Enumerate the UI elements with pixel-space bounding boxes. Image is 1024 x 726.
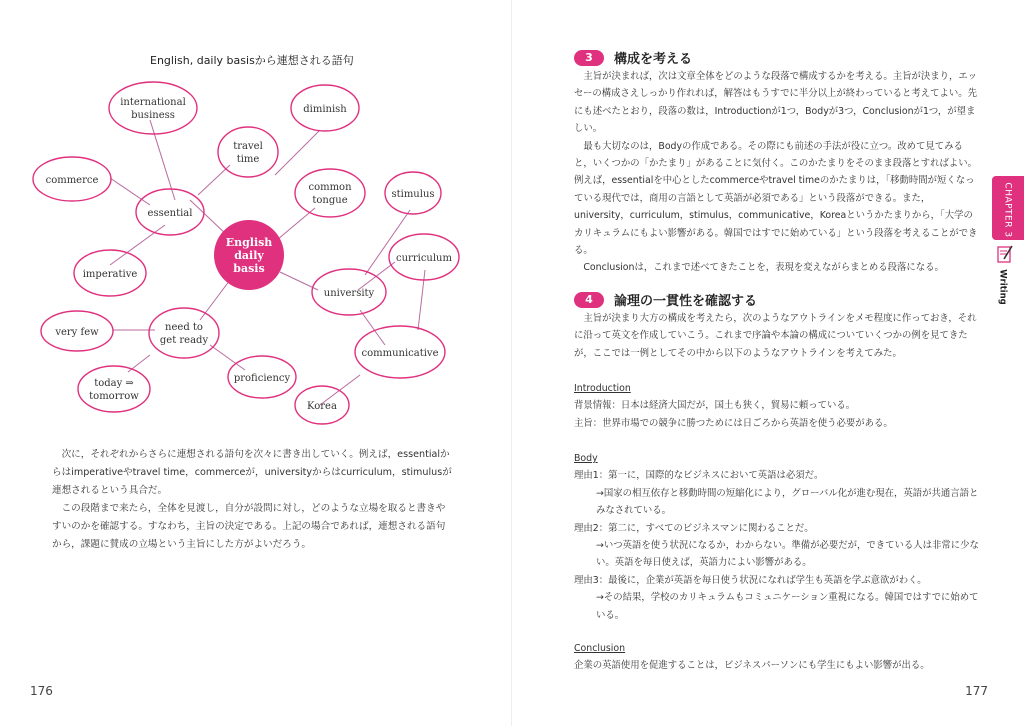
outline-body-line-5: 理由3：最後に，企業が英語を毎日使う状況になれば学生も英語を学ぶ意欲がわく。 <box>574 574 927 586</box>
node-get-ready: get ready <box>159 335 209 346</box>
mindmap-title: English, daily basisから連想される語句 <box>150 54 354 67</box>
section-3-badge: 3 <box>574 50 604 66</box>
chapter-label-text: CHAPTER 3 <box>1003 182 1014 238</box>
node-time: time <box>236 154 260 165</box>
outline-body-line-2: →国家の相互依存と移動時間の短縮化により，グローバル化が進む現在，英語が共通言語とみなされている。 <box>596 487 979 517</box>
page-number-left: 176 <box>30 684 53 698</box>
node-international: international <box>120 97 186 108</box>
node-communicative: communicative <box>361 348 439 359</box>
right-page <box>512 0 1024 726</box>
left-body-text <box>52 446 452 554</box>
left-paragraph-2: この段階まで来たら，全体を見渡し，自分が設問に対し，どのような立場を取ると書きやすいのかを確認する。すなわち，主旨の決定である。上記の場合であれば，連想される語句から，課題に賛成の立場という主旨にした方がよいだろう。 <box>52 503 446 550</box>
section-3-heading <box>574 48 692 67</box>
pencil-note-icon <box>996 244 1014 264</box>
mindmap-center-line1: English <box>225 236 273 249</box>
outline-conclusion-heading: Conclusion <box>574 643 626 654</box>
writing-label-text: Writing <box>997 269 1008 305</box>
node-very-few: very few <box>55 327 99 338</box>
section-3-paragraph-3: Conclusionは，これまで述べてきたことを，表現を変えながらまとめる段落になる。 <box>583 262 944 274</box>
node-travel: travel <box>233 141 263 152</box>
node-tomorrow: tomorrow <box>89 391 139 402</box>
node-business: business <box>131 110 175 121</box>
node-essential: essential <box>147 208 193 219</box>
outline-introduction-heading: Introduction <box>574 383 631 394</box>
node-commerce: commerce <box>45 175 99 186</box>
outline-body-heading: Body <box>574 453 598 464</box>
node-common: common <box>308 182 352 193</box>
mindmap <box>0 60 480 430</box>
node-diminish: diminish <box>303 104 347 115</box>
node-need-to: need to <box>165 322 203 333</box>
outline-body <box>574 450 984 624</box>
outline-body-line-1: 理由1：第一に，国際的なビジネスにおいて英語は必須だ。 <box>574 470 824 482</box>
section-4-paragraph-1: 主旨が決まり大方の構成を考えたら，次のようなアウトラインをメモ程度に作っておき，それに沿って英文を作成していこう。これまで序論や本論の構成についていくつかの例を見てきたが，ここでは一例としてその中から以下のようなアウトラインを考えてみた。 <box>574 313 977 359</box>
outline-introduction <box>574 380 984 432</box>
section-4-body <box>574 310 979 362</box>
section-3-paragraph-2: 最も大切なのは，Bodyの作成である。その際にも前述の手法が役に立つ。改めて見てみると，いくつかの「かたまり」があることに気付く。このかたまりをそのまま段落とすればよい。例えば，essentialを中心としたcommerceやtravel timeのかたまりは，「移動時間が短くなっている現代では，商用の言語として英語が必須である」という段落ができる。また，university，curriculum，stimulus，communicative，Koreaというかたまりから，「大学のカリキュラムにもよい影響がある。韓国ではすでに始めている」という段落を考えることができる。 <box>574 140 978 257</box>
mindmap-center-line3: basis <box>233 262 265 275</box>
page-number-right: 177 <box>965 684 988 698</box>
node-tongue: tongue <box>312 195 348 206</box>
writing-label <box>978 262 1024 312</box>
outline-body-line-6: →その結果，学校のカリキュラムもコミュニケーション重視になる。韓国ではすでに始めている。 <box>596 592 979 621</box>
outline-intro-line-1: 背景情報：日本は経済大国だが，国土も狭く，貿易に頼っている。 <box>574 400 856 412</box>
section-4-heading <box>574 290 757 309</box>
node-stimulus: stimulus <box>391 189 435 200</box>
outline-body-line-3: 理由2：第二に，すべてのビジネスマンに関わることだ。 <box>574 522 814 534</box>
section-3-title: 構成を考える <box>614 52 693 67</box>
node-korea: Korea <box>307 401 337 412</box>
node-imperative: imperative <box>82 269 138 280</box>
left-paragraph-1: 次に，それぞれからさらに連想される語句を次々に書き出していく。例えば，essentialからはimperativeやtravel time，commerceが，universityからはcurriculum，stimulusが連想されるという具合だ。 <box>52 449 452 496</box>
section-3-body <box>574 68 979 277</box>
section-4-badge: 4 <box>574 292 604 308</box>
outline-conclusion-line-1: 企業の英語使用を促進することは，ビジネスパーソンにも学生にもよい影響が出る。 <box>574 660 930 672</box>
node-proficiency: proficiency <box>233 373 291 384</box>
outline-conclusion <box>574 640 984 675</box>
node-today: today ⇒ <box>94 378 134 389</box>
chapter-label <box>990 180 1024 240</box>
outline-body-line-4: →いつ英語を使う状況になるか，わからない。準備が必要だが，できている人は非常に少ない。英語を毎日使えば，英語力によい影響がある。 <box>596 540 979 569</box>
section-3-paragraph-1: 主旨が決まれば，次は文章全体をどのような段落で構成するかを考える。主旨が決まり，エッセーの構成さえしっかり作れれば，解答はもうすでに半分以上が終わっていると考えてよい。先にも述べたとおり，段落の数は，Introductionが1つ，Bodyが3つ，Conclusionが1つ，が望ましい。 <box>574 71 977 135</box>
node-curriculum: curriculum <box>396 253 452 264</box>
outline-intro-line-2: 主旨：世界市場での競争に勝つためには日ごろから英語を使う必要がある。 <box>574 417 893 429</box>
node-university: university <box>323 288 375 299</box>
mindmap-center-line2: daily <box>234 249 264 262</box>
section-4-title: 論理の一貫性を確認する <box>614 294 758 309</box>
